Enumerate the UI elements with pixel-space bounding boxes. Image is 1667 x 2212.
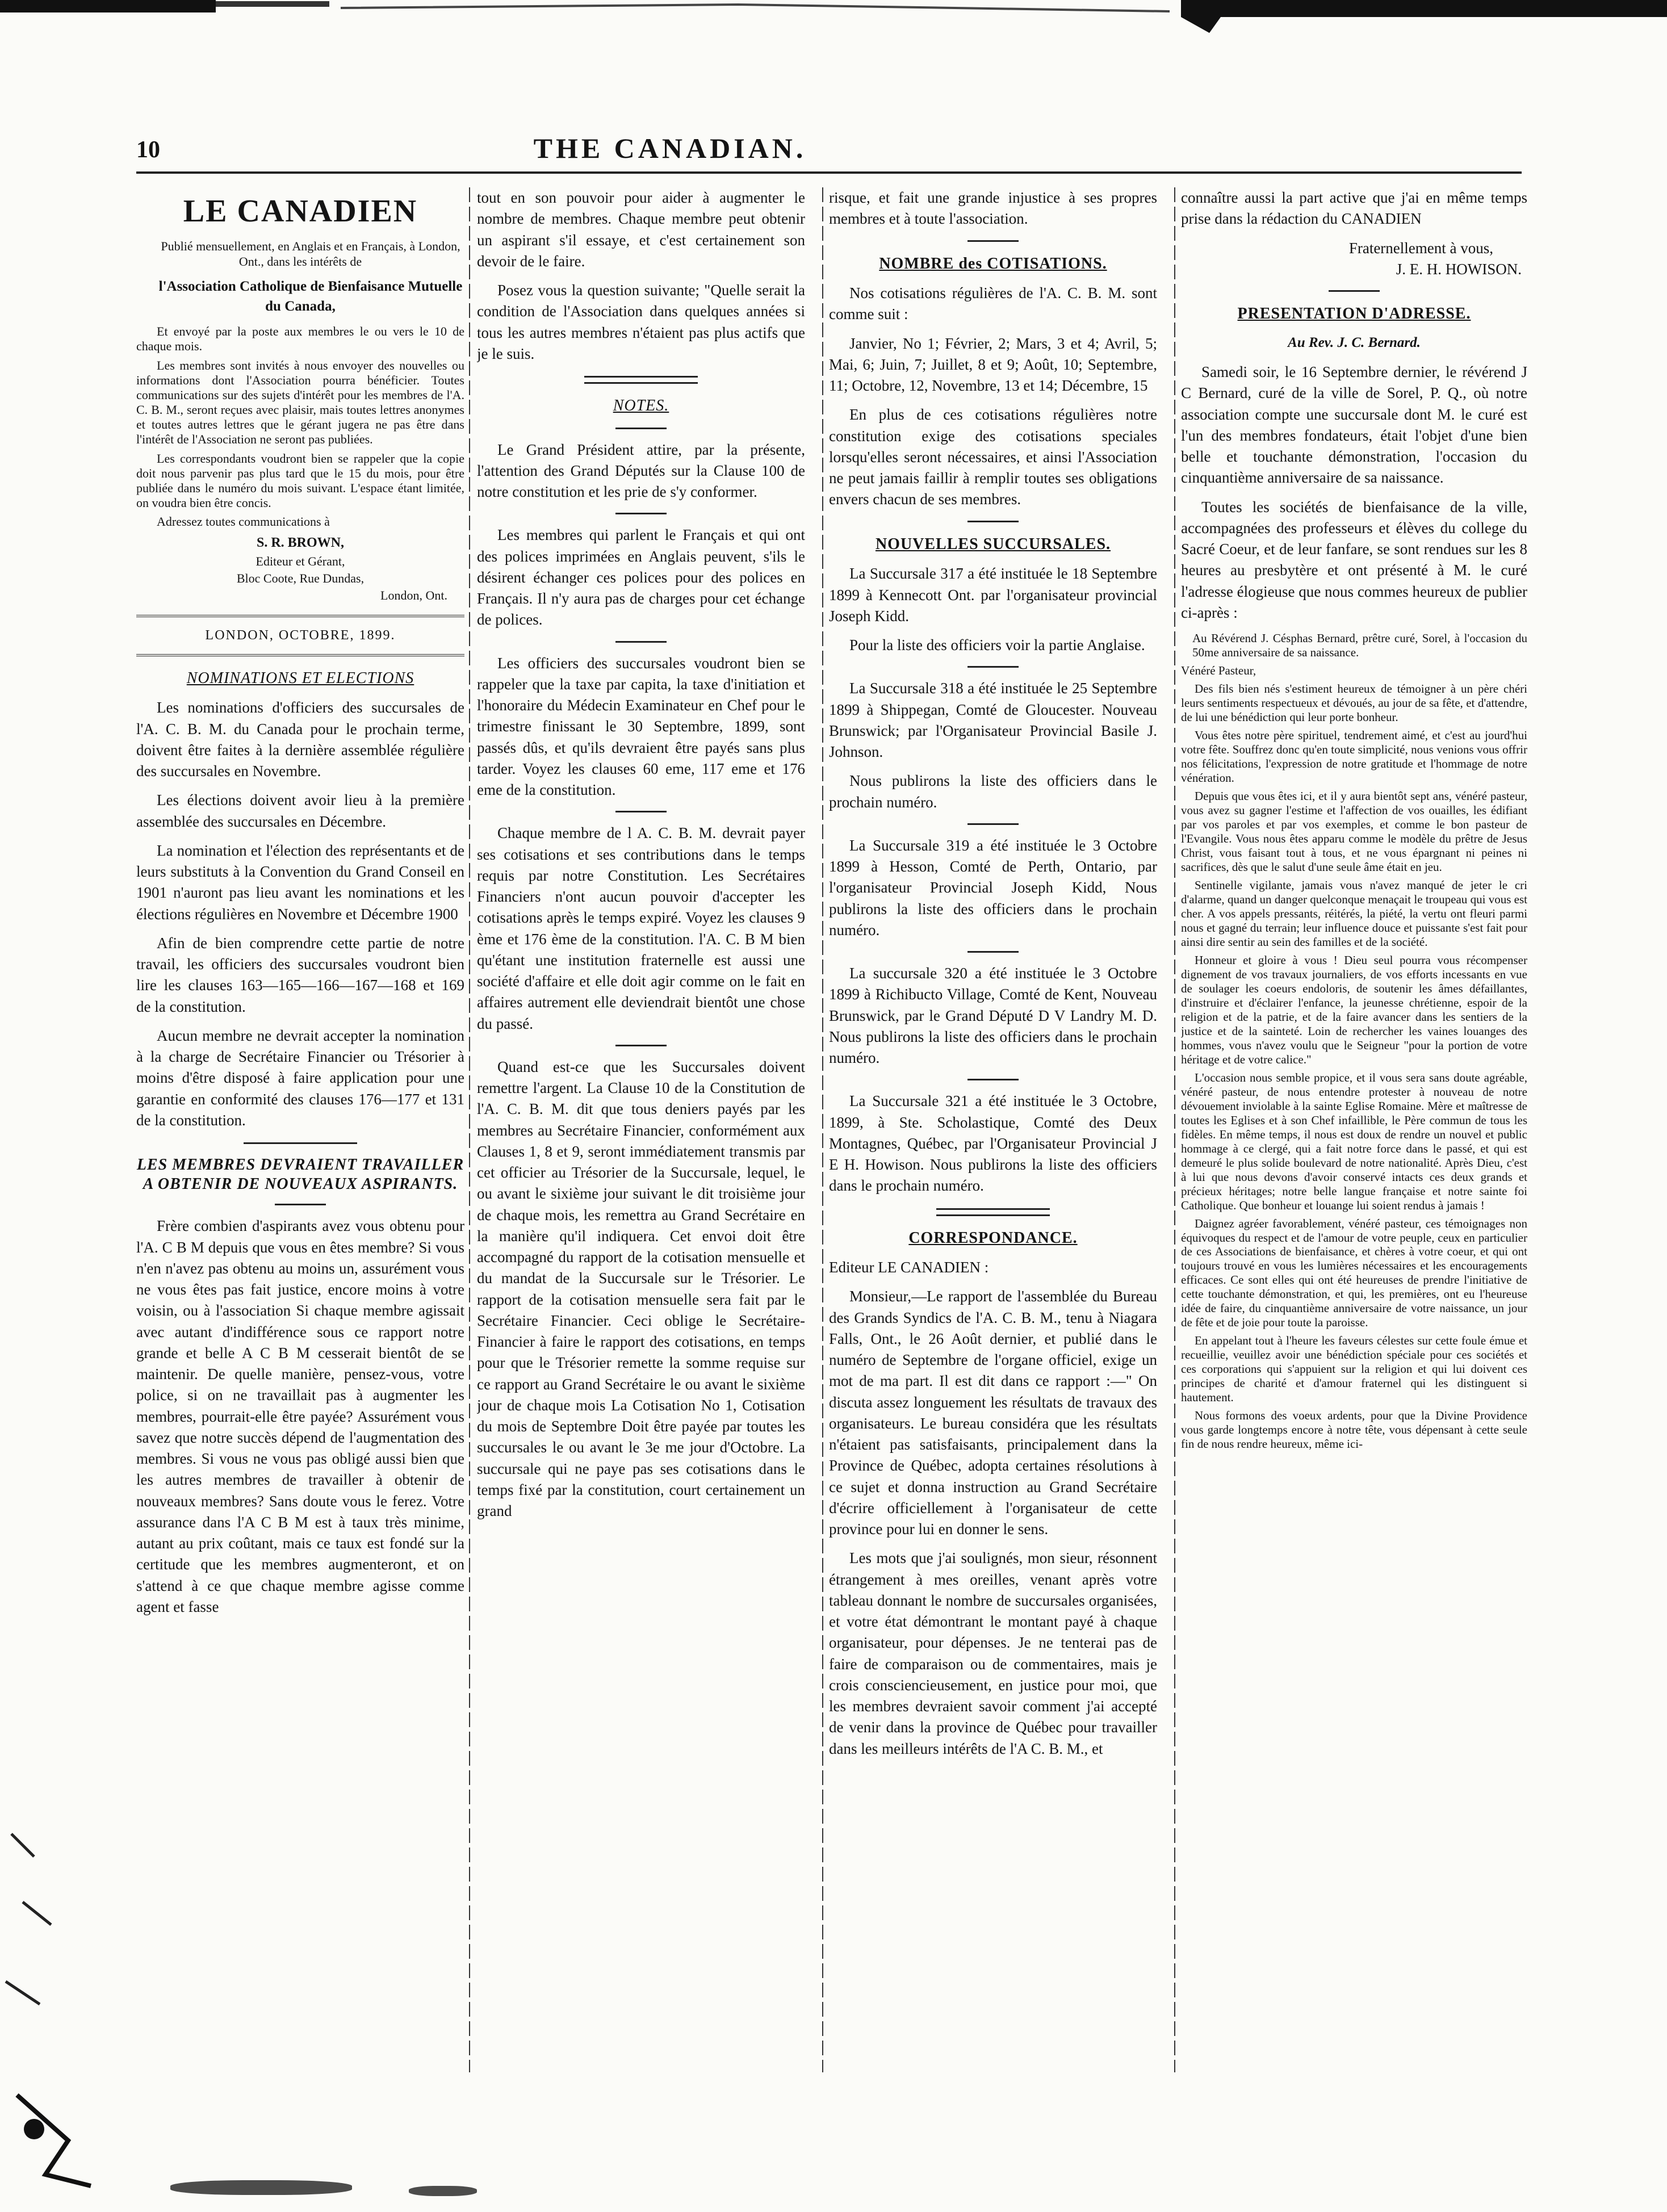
paragraph: Janvier, No 1; Février, 2; Mars, 3 et 4; Avril, 5; Mai, 6; Juin, 7; Juillet, 8 et 9; Août, 10; Septembre, 11; Octobre, 12, Novembre, 13 et 14; Décembre, 15 [829, 334, 1157, 395]
paragraph: La Succursale 321 a été instituée le 3 Octobre, 1899, à Ste. Scholastique, Comté des Deux Montagnes, Québec, par l'Organisateur Provincial J E H. Howison. Nous publirons la liste des officiers dans le prochain numéro. [829, 1092, 1157, 1195]
address-paragraph: Depuis que vous êtes ici, et il y aura bientôt sept ans, vénéré pasteur, vous avez su gagner l'estime et l'affection de vos ouailles, les édifiant par vos paroles et par vos exemples, et comme le bon pasteur de l'Evangile. Vous nous êtes apparu comme le modèle du prêtre de Jesus Christ, vous faisant tout à tous, et ne vous épargnant ni peines ni sacrifices, dès que le salut d'une seule âme était en jeu. [1181, 789, 1527, 874]
short-divider [275, 1204, 326, 1205]
paragraph: En plus de ces cotisations régulières notre constitution exige des cotisations speciales lorsqu'elles seront nécessaires, et ainsi l'Association ne peut jamais faillir à remplir toutes ses obligations envers chacun de ses membres. [829, 406, 1157, 508]
column-3 [829, 187, 1157, 2106]
masthead-notice-text: Les correspondants voudront bien se rappeler que la copie doit nous parvenir pas plus tard que le 15 du mois, pour être publiée dans le numéro du mois suivant. L'espace étant limitée, on voudra bien être concis. [136, 451, 464, 510]
section-divider [584, 376, 698, 384]
address-paragraph: Daignez agréer favorablement, vénéré pasteur, ces témoignages non équivoques du respect et de l'amour de votre peuple, ceux en particulier de ces Associations de bienfaisance, et chères à votre coeur, et qui ont toujours trouvé en vous les lumières nécessaires et les encouragements efficaces. Ce sont elles qui ont été heureuses de prendre l'initiative de cette touchante démonstration, et qui, les premières, ont eu l'heureuse idée de faire, du cinquantième anniversaire de votre naissance, un jour de fête et de joie pour toute la paroisse. [1181, 1216, 1527, 1330]
editor-address: Bloc Coote, Rue Dundas, [236, 571, 365, 585]
address-paragraph: En appelant tout à l'heure les faveurs célestes sur cette foule émue et recueillie, veuillez avoir une bénédiction spéciale pour ces sociétés et ces corporations qui s'appuient sur la religion et qui lui doivent ces principes de charité et d'amour fraternel qui les distinguent si hautement. [1181, 1334, 1527, 1405]
masthead-notice-text: Les membres sont invités à nous envoyer des nouvelles ou informations dont l'Association pourra bénéficier. Toutes communications sur des sujets d'intérêt pour les membres de l'A. C. B. M., seront reçues avec plaisir, mais toutes lettres anonymes et toutes autres lettres que le gérant jugera ne pas être dans l'intérêt de l'Association ne seront pas publiées. [136, 358, 464, 446]
address-paragraph: Honneur et gloire à vous ! Dieu seul pourra vous récompenser dignement de vos travaux journaliers, de vos efforts incessants en vue de soulager les coeurs endoloris, de soutenir les âmes défaillantes, d'instruire et d'éclairer l'enfance, la jeunesse chrétienne, espoir de la religion et de la patrie, et de la faire avancer dans les sentiers de la justice et de la sainteté. Loin de rechercher les vaines louanges des hommes, vous n'avez voulu que le Seigneur "pour la portion de votre héritage et de votre calice." [1181, 953, 1527, 1066]
masthead-title: LE CANADIEN [183, 194, 418, 229]
column-2 [477, 187, 805, 2106]
scan-smudge [170, 2180, 352, 2195]
short-divider [967, 240, 1019, 242]
paragraph: Les officiers des succursales voudront bien se rappeler que la taxe par capita, la taxe d'initiation et l'honoraire du Médecin Examinateur en Chef pour le trimestre finissant le 30 Septembre, 1899, sont passés dûs, et qu'ils devraient être payés sans plus tarder. Voyez les clauses 60 eme, 117 eme et 176 eme de la constitution. [477, 654, 805, 799]
paragraph: risque, et fait une grande injustice à ses propres membres et à toute l'association. [829, 189, 1157, 228]
paragraph: Chaque membre de l A. C. B. M. devrait payer ses cotisations et ses contributions dans le temps requis par notre Constitution. Les Secrétaires Financiers n'ont aucun pouvoir d'accepter les cotisations après le temps expiré. Voyez les clauses 9 ème et 176 ème de la constitution. l'A. C. B M bien qu'étant une institution fraternelle est aussi une société d'affaire et elle doit agir comme on le fait en affaires autrement elle deviendrait bientôt une chose du passé. [477, 824, 805, 1032]
section-title: NOTES. [613, 397, 669, 414]
paragraph: Les élections doivent avoir lieu à la première assemblée des succursales en Décembre. [136, 791, 464, 830]
paragraph: Nous publirons la liste des officiers dans le prochain numéro. [829, 772, 1157, 811]
column-divider [1174, 187, 1175, 2072]
paragraph: Nos cotisations régulières de l'A. C. B. M. sont comme suit : [829, 284, 1157, 323]
address-paragraph: L'occasion nous semble propice, et il vous sera sans doute agréable, vénéré pasteur, de nous entendre protester à nouveau de notre dévouement inviolable à la sainte Eglise Romaine. Mère et maîtresse de toutes les Eglises et à son Chef infaillible, le Père commun de tous les fidèles. En même temps, il nous est doux de rendre un nouvel et public hommage à ce clergé, qui a fait notre force dans le passé, et qui est demeuré le plus solide boulevard de notre nationalité. Après Dieu, c'est à lui que nous devons d'avoir conservé intacts ces deux grands et précieux héritages; notre belle langue française et notre sainte foi Catholique. Que bonheur et louange lui soient rendus à jamais ! [1181, 1070, 1527, 1212]
short-divider [967, 951, 1019, 953]
paragraph: La nomination et l'élection des représentants et de leurs substituts à la Convention du Grand Conseil en 1901 n'auront pas lieu avant les nominations et les élections régulières en Novembre et Décembre 1900 [136, 841, 464, 923]
paragraph: Le Grand Président attire, par la présente, l'attention des Grand Députés sur la Clause 100 de notre constitution et les prie de s'y conformer. [477, 441, 805, 501]
address-salutation: Vénéré Pasteur, [1181, 664, 1256, 678]
paragraph: Les nominations d'officiers des succursales de l'A. C. B. M. du Canada pour le prochain terme, doivent être faites à la dernière assemblée régulière des succursales en Novembre. [136, 699, 464, 780]
section-title: LES MEMBRES DEVRAIENT TRAVAILLER A OBTENIR DE NOUVEAUX ASPIRANTS. [136, 1156, 464, 1193]
short-divider [1329, 290, 1380, 292]
letter-signature: J. E. H. HOWISON. [1396, 260, 1522, 278]
paragraph: Frère combien d'aspirants avez vous obtenu pour l'A. C B M depuis que vous en êtes membre? Si vous n'en n'avez pas obtenu au moins un, assurément vous ne vous êtes pas fait justice, encore moins à votre voisin, ou à l'association Si chaque membre agissait avec autant d'indifférence sous ce rapport notre grande et belle A C B M cesserait bientôt de se maintenir. De quelle manière, pensez-vous, votre police, si on ne travaillait pas à augmenter les membres, pourrait-elle être payée? Assurément vous savez que notre succès dépend de l'augmentation des membres. Si vous ne vous pas obligé aussi bien que les autres membres de travailler à obtenir de nouveaux membres? Sans doute vous le ferez. Votre assurance dans l'A C B M est à taux très minime, autant au prix coûtant, mais ce taux est fondé sur la certitude que les membres augmenteront, et on s'attend à ce que chaque membre agisse comme agent et fasse [136, 1217, 464, 1615]
paragraph: La Succursale 317 a été instituée le 18 Septembre 1899 à Kennecott Ont. par l'organisateur provincial Joseph Kidd. [829, 565, 1157, 625]
column-4 [1181, 187, 1527, 2106]
section-divider [936, 1208, 1050, 1216]
paragraph: Toutes les sociétés de bienfaisance de la ville, accompagnées des professeurs et élèves du college du Sacré Coeur, et de leur fanfare, se sont rendues sur les 8 heures au presbytère et ont présenté à M. le curé l'adresse élogieuse que nous commes heureux de publier ci-après : [1181, 498, 1527, 621]
address-paragraph: Sentinelle vigilante, jamais vous n'avez manqué de jeter le cri d'alarme, quand un danger quelconque menaçait le troupeau qui vous est cher. A vos appels pressants, réitérés, la piété, la vertu ont fleuri parmi nous et gagné du terrain; leur influence douce et puissante s'est fait pour ainsi dire sentir au sein des familles et de la société. [1181, 878, 1527, 949]
section-title: CORRESPONDANCE. [908, 1229, 1078, 1247]
address-text [1181, 631, 1527, 1451]
masthead-association: l'Association Catholique de Bienfaisance Mutuelle du Canada, [158, 279, 463, 314]
dateline: LONDON, OCTOBRE, 1899. [136, 615, 464, 656]
paragraph: Pour la liste des officiers voir la partie Anglaise. [849, 636, 1145, 653]
article-columns [136, 187, 1539, 2106]
paragraph: Aucun membre ne devrait accepter la nomination à la charge de Secrétaire Financier ou Trésorier à moins d'être disposé à faire application pour une garantie en conformité des clauses 176—177 et 131 de la constitution. [136, 1027, 464, 1129]
paragraph: La Succursale 319 a été instituée le 3 Octobre 1899 à Hesson, Comté de Perth, Ontario, par l'organisateur Provincial Joseph Kidd, Nous publirons la liste des officiers dans le prochain numéro. [829, 836, 1157, 939]
short-divider [615, 1045, 667, 1046]
short-divider [967, 666, 1019, 668]
letter-closing: Fraternellement à vous, [1348, 239, 1493, 257]
address-heading: Au Révérend J. Césphas Bernard, prêtre curé, Sorel, à l'occasion du 50me anniversaire de sa naissance. [1192, 631, 1527, 660]
masthead-notice-text: Et envoyé par la poste aux membres le ou vers le 10 de chaque mois. [136, 324, 464, 353]
paragraph: Samedi soir, le 16 Septembre dernier, le révérend J C Bernard, curé de la ville de Sorel, P. Q., où notre association compte une succursale dont M. le curé est l'un des membres fondateurs, était l'objet d'une bien belle et touchante démonstration, l'occasion du cinquantième anniversaire de sa naissance. [1181, 363, 1527, 487]
section-title: NOMBRE des COTISATIONS. [879, 254, 1107, 273]
paragraph: Les membres qui parlent le Français et qui ont des polices imprimées en Anglais peuvent, s'ils le désirent échanger ces polices pour des polices en Français. Il n'y aura pas de charges pour cet échange de polices. [477, 526, 805, 629]
address-paragraph: Vous êtes notre père spirituel, tendrement aimé, et c'est au jourd'hui votre fête. Souffrez donc qu'en toute simplicité, nous venions vous offrir nos félicitations, l'expression de notre gratitude et l'hommage de notre vénération. [1181, 728, 1527, 785]
folio-row [136, 132, 1204, 171]
running-head: THE CANADIAN. [533, 132, 807, 164]
editor-name: S. R. BROWN, [256, 535, 345, 551]
paragraph: Posez vous la question suivante; "Quelle serait la condition de l'Association dans quelques années si tous les autres membres n'étaient pas plus actifs que je le suis. [477, 282, 805, 362]
paragraph: connaître aussi la part active que j'ai en même temps prise dans la rédaction du CANADIEN [1181, 189, 1527, 228]
masthead-notice [136, 324, 464, 529]
section-title: PRESENTATION D'ADRESSE. [1237, 305, 1471, 322]
paragraph: Quand est-ce que les Succursales doivent remettre l'argent. La Clause 10 de la Constitution de l'A. C. B. M. dit que tous deniers payés par les membres au Secrétaire Financier, conformément aux Clauses 1, 8 et 9, seront immédiatement transmis par cet officier au Trésorier de la Succursale, lequel, le ou avant le sixième jour suivant le dit troisième jour de chaque mois, les remettra au Grand Secrétaire en la manière qu'il indiquera. Cet envoi doit être accompagné du rapport de la cotisation mensuelle et du mandat de la Succursale sur le Trésorier. Le rapport de la cotisation mensuelle sera fait par le Secrétaire Financier. Ceci oblige le Secrétaire-Financier à faire le rapport des cotisations, en temps pour que le Trésorier remette la somme requise sur ce rapport au Grand Secrétaire le ou avant le sixième jour de chaque mois La Cotisation No 1, Cotisation du mois de Septembre Doit être payée par toutes les succursales le ou avant le 3e me jour d'Octobre. La succursale qui ne paye pas ses cotisations dans le temps fixé par la constitution, court certainement un grand [477, 1058, 805, 1520]
page-number: 10 [136, 137, 160, 163]
address-paragraph: Nous formons des voeux ardents, pour que la Divine Providence vous garde longtemps encore à notre tête, vous dépensant à cette seule fin de nous rendre heureux, même ici- [1181, 1409, 1527, 1451]
paragraph: tout en son pouvoir pour aider à augmenter le nombre de membres. Chaque membre peut obtenir un aspirant s'il essaye, et c'est certainement son devoir de le faire. [477, 189, 805, 270]
section-title: NOUVELLES SUCCURSALES. [875, 535, 1111, 553]
section-title: NOMINATIONS ET ELECTIONS [186, 669, 414, 687]
editor-city: London, Ont. [380, 588, 447, 603]
column-divider [469, 187, 470, 2072]
short-divider [967, 823, 1019, 825]
section-divider [244, 1142, 357, 1144]
short-divider [615, 811, 667, 812]
paragraph: Les mots que j'ai soulignés, mon sieur, résonnent étrangement à mes oreilles, venant après votre tableau donnant le nombre de succursales organisées, et votre état démontrant le montant payé à chaque organisateur, pour dépenses. Je ne tenterai pas de faire de comparaison ou de commentaires, mais je crois consciencieusement, en justice pour moi, que les membres devraient savoir comment j'ai accepté de venir dans la province de Québec pour travailler dans les meilleurs intérêts de l'A C. B. M., et [829, 1549, 1157, 1757]
paragraph: Afin de bien comprendre cette partie de notre travail, les officiers des succursales voudront bien lire les clauses 163—165—166—167—168 et 169 de la constitution. [136, 934, 464, 1015]
header-rule [136, 171, 1522, 174]
masthead-subtitle: Publié mensuellement, en Anglais et en Français, à London, Ont., dans les intérêts de [161, 239, 460, 269]
paragraph: La Succursale 318 a été instituée le 25 Septembre 1899 à Shippegan, Comté de Gloucester. Nouveau Brunswick; par l'Organisateur Provincial Basile J. Johnson. [829, 680, 1157, 760]
address-paragraph: Des fils bien nés s'estiment heureux de témoigner à un père chéri leurs sentiments respectueux et dévoués, au jour de sa fête, et d'attendre, de lui une bénédiction qui leur porte bonheur. [1181, 682, 1527, 724]
short-divider [615, 513, 667, 514]
scan-damage-mark [0, 1788, 114, 2212]
scan-smudge [409, 2186, 477, 2196]
masthead-notice-text: Adressez toutes communications à [157, 514, 330, 529]
short-divider [615, 428, 667, 429]
short-divider [967, 1079, 1019, 1080]
editor-title: Editeur et Gérant, [256, 554, 345, 568]
short-divider [615, 641, 667, 643]
salutation: Editeur LE CANADIEN : [829, 1259, 989, 1276]
column-1 [136, 187, 464, 2106]
addressee: Au Rev. J. C. Bernard. [1288, 334, 1421, 350]
short-divider [967, 521, 1019, 522]
scan-edge-artifact [0, 0, 1667, 34]
column-divider [822, 187, 823, 2072]
paragraph: La succursale 320 a été instituée le 3 Octobre 1899 à Richibucto Village, Comté de Kent, Nouveau Brunswick, par le Grand Député D V Landry M. D. Nous publirons la liste des officiers dans le prochain numéro. [829, 965, 1157, 1066]
paragraph: Monsieur,—Le rapport de l'assemblée du Bureau des Grands Syndics de l'A. C. B. M., tenu à Niagara Falls, Ont., le 26 Août dernier, et publié dans le numéro de Septembre de l'organe officiel, exige un mot de ma part. Il est dit dans ce rapport :—" On discuta assez longuement les résultats de travaux des organisateurs. Le bureau considéra que les résultats n'étaient pas satisfaisants, principalement dans la Province de Québec, adopta certaines résolutions à ce sujet et donna instruction au Grand Secrétaire d'écrire officiellement à l'organisateur de cette province pour lui en donner le sens. [829, 1288, 1157, 1538]
